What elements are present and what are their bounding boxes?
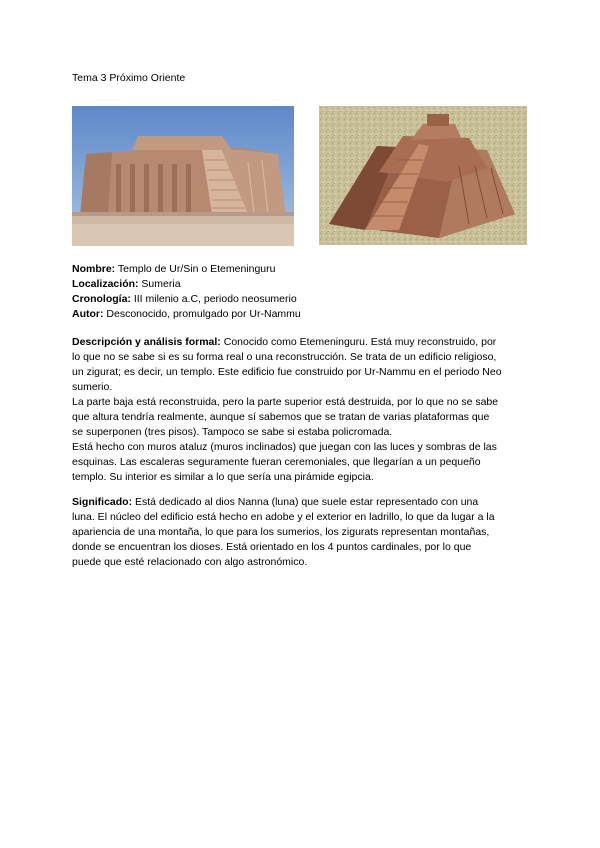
description-section	[72, 335, 532, 485]
description-line: que altura tendría realmente, aunque sí sabemos que se tratan de varias plataformas que	[72, 411, 490, 423]
significance-line: apariencia de una montaña, lo que para los sumerios, los zigurats representan montañas,	[72, 526, 490, 538]
description-line: Descripción y análisis formal: Conocido como Etemeninguru. Está muy reconstruido, por	[72, 336, 497, 348]
significance-line: luna. El núcleo del edificio está hecho en adobe y el exterior en ladrillo, lo que da lugar a la	[72, 511, 495, 523]
info-localizacion: Localización: Sumeria	[72, 278, 181, 290]
document-title: Tema 3 Próximo Oriente	[72, 72, 186, 84]
description-line: lo que no se sabe si es su forma real o una reconstrucción. Se trata de un edificio religioso,	[72, 351, 497, 363]
description-line: se superponen (tres pisos). Tampoco se sabe si estaba policromada.	[72, 426, 393, 438]
description-line: templo. Su interior es similar a lo que sería una pirámide egipcia.	[72, 471, 374, 483]
info-nombre: Nombre: Templo de Ur/Sin o Etemeninguru	[72, 263, 276, 275]
ziggurat-photo	[72, 106, 294, 246]
ziggurat-model	[319, 106, 527, 245]
description-line: sumerio.	[72, 381, 113, 393]
description-line: La parte baja está reconstruida, pero la parte superior está destruida, por lo que no se sabe	[72, 396, 499, 408]
info-block	[72, 262, 532, 322]
description-line: Está hecho con muros ataluz (muros inclinados) que juegan con las luces y sombras de las	[72, 441, 497, 453]
description-label: Descripción y análisis formal:	[72, 336, 221, 348]
significance-label: Significado:	[72, 496, 133, 508]
significance-line: Significado: Está dedicado al dios Nanna (luna) que suele estar representado con una	[72, 496, 479, 508]
info-cronologia: Cronología: III milenio a.C, periodo neosumerio	[72, 293, 297, 305]
significance-section	[72, 495, 532, 570]
significance-line: donde se encuentran los dioses. Está orientado en los 4 puntos cardinales, por lo que	[72, 541, 472, 553]
info-autor: Autor: Desconocido, promulgado por Ur-Nammu	[72, 308, 301, 320]
description-line: un zigurat; es decir, un templo. Este edificio fue construido por Ur-Nammu en el periodo Neo	[72, 366, 502, 378]
significance-line: puede que esté relacionado con algo astronómico.	[72, 556, 308, 568]
description-line: esquinas. Las escaleras seguramente fueran ceremoniales, que llegarían a un pequeño	[72, 456, 481, 468]
